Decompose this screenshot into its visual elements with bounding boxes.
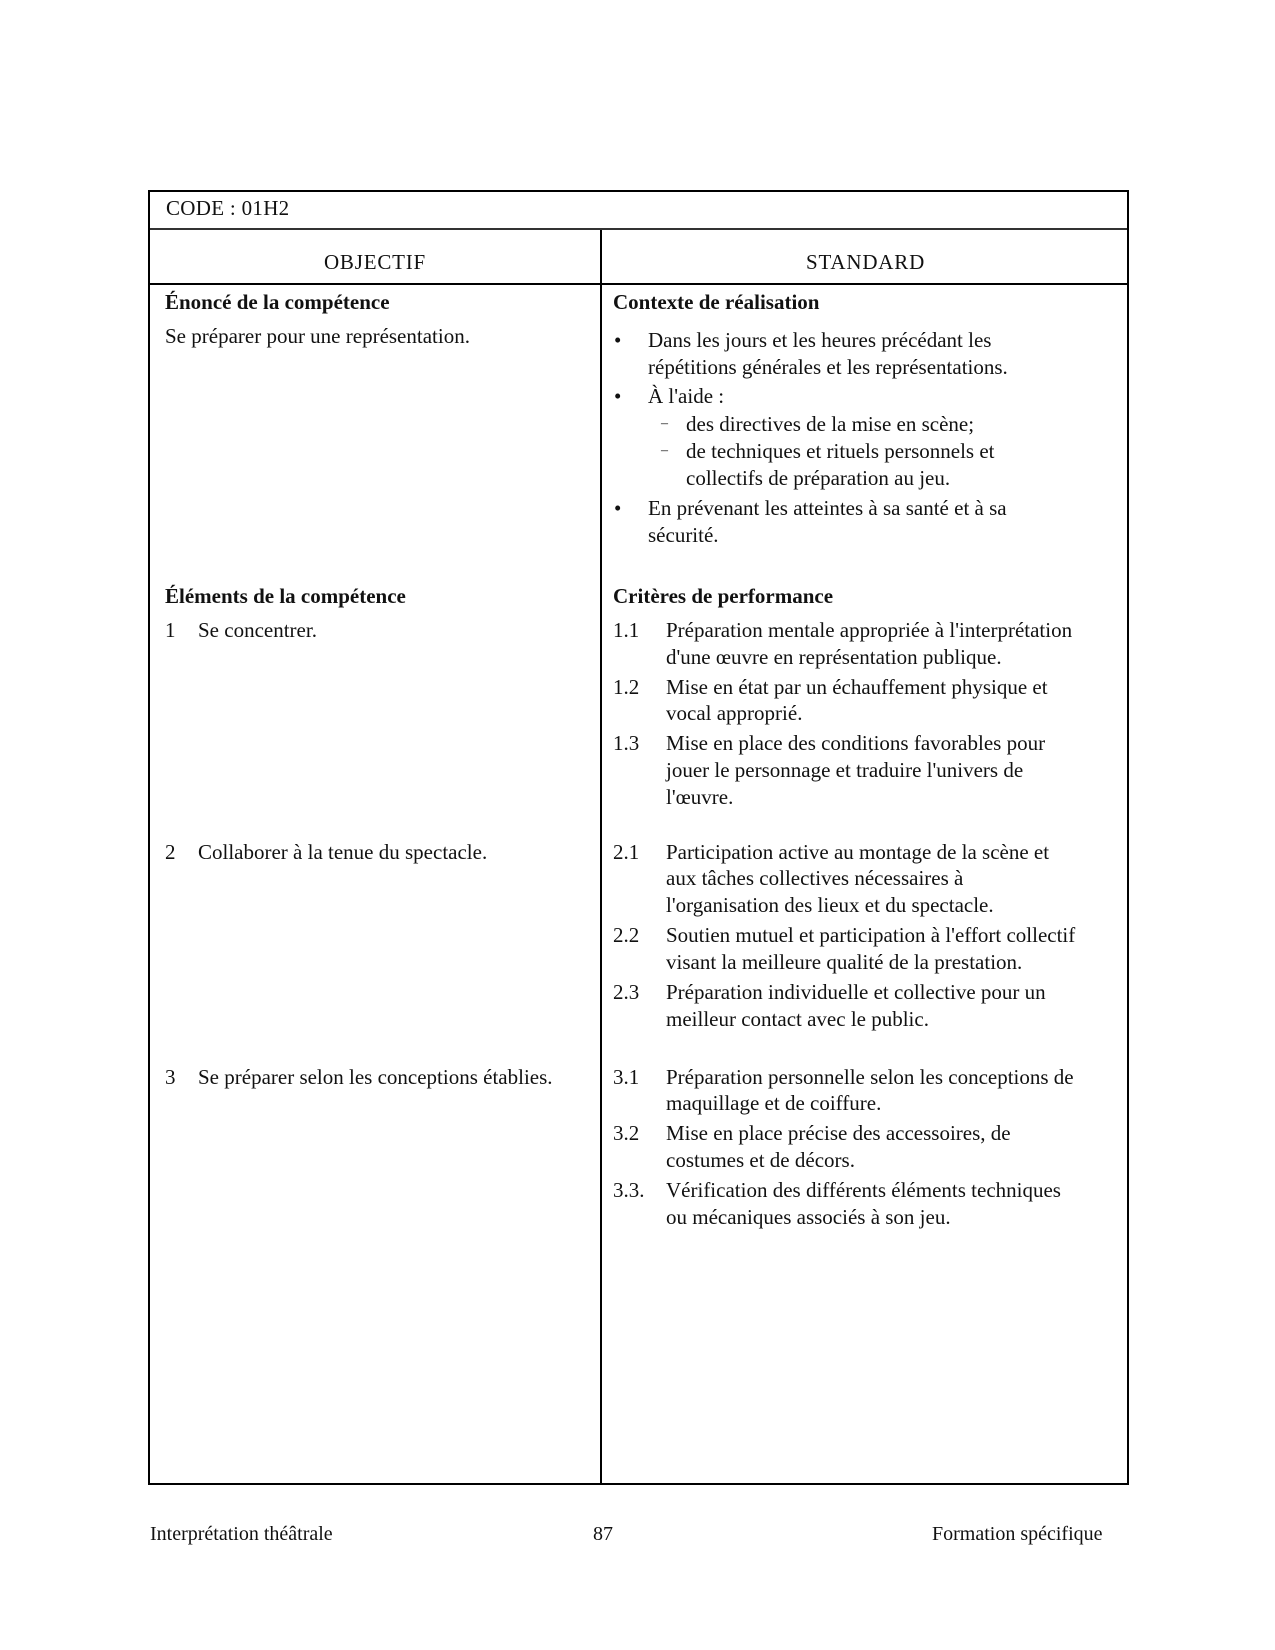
- contexte-item-text: répétitions générales et les représentations.: [648, 355, 1008, 379]
- code-label: CODE : 01H2: [166, 196, 290, 220]
- critere-text: costumes et de décors.: [666, 1148, 855, 1172]
- critere-number: 1.1: [613, 618, 640, 642]
- element-text: Se préparer selon les conceptions établies.: [198, 1065, 553, 1089]
- element-number: 3: [165, 1065, 176, 1089]
- contexte-item-text: Dans les jours et les heures précédant les: [648, 328, 992, 352]
- critere-text: Préparation personnelle selon les conceptions de: [666, 1065, 1074, 1089]
- critere-text: meilleur contact avec le public.: [666, 1007, 929, 1031]
- critere-number: 2.1: [613, 840, 640, 864]
- element-text: Collaborer à la tenue du spectacle.: [198, 840, 488, 864]
- critere-number: 2.2: [613, 923, 640, 947]
- critere-text: Vérification des différents éléments techniques: [666, 1178, 1061, 1202]
- critere-text: Mise en état par un échauffement physique et: [666, 675, 1048, 699]
- critere-number: 1.2: [613, 675, 640, 699]
- dash-icon: –: [661, 443, 668, 458]
- critere-text: vocal approprié.: [666, 701, 803, 725]
- critere-text: visant la meilleure qualité de la prestation.: [666, 950, 1023, 974]
- critere-text: d'une œuvre en représentation publique.: [666, 645, 1002, 669]
- contexte-subitem-text: de techniques et rituels personnels et: [686, 439, 995, 463]
- contexte-item-text: À l'aide :: [648, 384, 725, 408]
- footer-program-title: Interprétation théâtrale: [150, 1523, 333, 1545]
- competency-table: [148, 190, 1129, 1485]
- bullet-icon: •: [614, 384, 622, 408]
- enonce-heading: Énoncé de la compétence: [165, 290, 390, 314]
- footer-section-title: Formation spécifique: [932, 1523, 1103, 1545]
- header-row: [150, 230, 1127, 285]
- code-row: [150, 192, 1127, 230]
- column-divider: [600, 230, 602, 1483]
- critere-text: l'organisation des lieux et du spectacle.: [666, 893, 994, 917]
- element-number: 1: [165, 618, 176, 642]
- element-number: 2: [165, 840, 176, 864]
- enonce-text: Se préparer pour une représentation.: [165, 324, 470, 348]
- critere-text: Mise en place précise des accessoires, de: [666, 1121, 1011, 1145]
- critere-number: 1.3: [613, 731, 640, 755]
- critere-text: Participation active au montage de la scène et: [666, 840, 1050, 864]
- objectif-header: OBJECTIF: [323, 250, 427, 274]
- element-text: Se concentrer.: [198, 618, 317, 642]
- bullet-icon: •: [614, 496, 622, 520]
- critere-text: l'œuvre.: [666, 785, 734, 809]
- critere-text: ou mécaniques associés à son jeu.: [666, 1205, 951, 1229]
- critere-text: aux tâches collectives nécessaires à: [666, 866, 964, 890]
- contexte-item-text: En prévenant les atteintes à sa santé et à sa: [648, 496, 1007, 520]
- page-number: 87: [593, 1523, 613, 1545]
- dash-icon: –: [661, 416, 668, 431]
- elements-heading: Éléments de la compétence: [165, 584, 406, 608]
- critere-text: maquillage et de coiffure.: [666, 1091, 882, 1115]
- contexte-subitem-text: des directives de la mise en scène;: [686, 412, 975, 436]
- bullet-icon: •: [614, 328, 622, 352]
- contexte-heading: Contexte de réalisation: [613, 290, 820, 314]
- critere-number: 3.3.: [613, 1178, 645, 1202]
- critere-number: 3.2: [613, 1121, 640, 1145]
- critere-text: jouer le personnage et traduire l'univers de: [666, 758, 1024, 782]
- criteres-heading: Critères de performance: [613, 584, 834, 608]
- critere-text: Préparation individuelle et collective pour un: [666, 980, 1046, 1004]
- standard-header: STANDARD: [805, 250, 926, 274]
- critere-text: Soutien mutuel et participation à l'effort collectif: [666, 923, 1076, 947]
- critere-text: Préparation mentale appropriée à l'interprétation: [666, 618, 1073, 642]
- critere-number: 2.3: [613, 980, 640, 1004]
- contexte-item-text: sécurité.: [648, 523, 719, 547]
- critere-text: Mise en place des conditions favorables pour: [666, 731, 1046, 755]
- contexte-subitem-text: collectifs de préparation au jeu.: [686, 466, 951, 490]
- critere-number: 3.1: [613, 1065, 640, 1089]
